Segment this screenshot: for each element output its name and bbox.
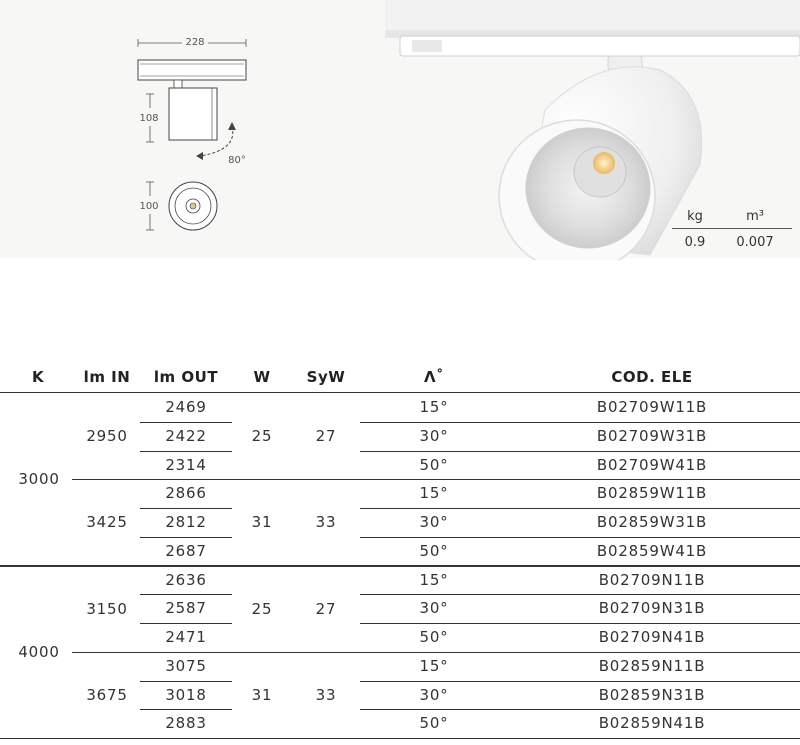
beam-angle-cell: 15°: [419, 484, 449, 503]
group-divider: [0, 738, 800, 740]
width-dimension-label: 228: [185, 37, 205, 48]
product-code-cell: B02709N31B: [598, 599, 706, 618]
lm-out-cell: 2636: [165, 570, 207, 589]
product-code-cell: B02709W41B: [596, 455, 708, 474]
header-w: W: [253, 368, 271, 386]
height-dimension-label: 108: [139, 113, 159, 124]
watt-cell: 31: [251, 685, 273, 704]
product-code-cell: B02859W31B: [596, 513, 708, 531]
product-code-cell: B02859N31B: [598, 685, 706, 704]
lm-in-cell: 3150: [86, 599, 128, 618]
volume-header: m³: [746, 208, 764, 224]
lm-out-cell: 2587: [165, 599, 207, 618]
width-dimension: [138, 37, 246, 48]
product-code-cell: B02709W11B: [596, 398, 708, 416]
beam-angle-cell: 30°: [419, 599, 449, 618]
lm-out-cell: 3075: [165, 656, 207, 675]
spec-value-row: [672, 228, 792, 255]
spec-header-row: [672, 204, 792, 228]
lm-out-cell: 2422: [165, 426, 207, 445]
volume-value: 0.007: [736, 234, 774, 250]
system-watt-cell: 27: [315, 427, 337, 445]
header-syw: SyW: [306, 368, 346, 386]
header-k: K: [31, 368, 45, 386]
system-watt-cell: 33: [315, 685, 337, 704]
beam-angle-cell: 30°: [419, 685, 449, 704]
spot-front-view: [169, 182, 217, 230]
lm-out-cell: 2883: [165, 714, 207, 733]
lm-out-cell: 2812: [165, 513, 207, 531]
lm-in-cell: 3425: [86, 513, 128, 532]
beam-angle-cell: 50°: [419, 455, 449, 474]
beam-angle-cell: 30°: [419, 513, 449, 531]
lm-out-cell: 2687: [165, 541, 207, 560]
product-code-cell: B02859N41B: [598, 714, 706, 733]
product-code-cell: B02709W31B: [596, 426, 708, 445]
weight-value: 0.9: [684, 234, 706, 250]
watt-cell: 25: [251, 427, 273, 445]
lm-out-cell: 3018: [165, 685, 207, 704]
system-watt-cell: 27: [315, 599, 337, 618]
beam-angle-cell: 15°: [419, 398, 449, 416]
watt-cell: 25: [251, 599, 273, 618]
header-lm-in: lm IN: [83, 368, 131, 386]
system-watt-cell: 33: [315, 513, 337, 532]
spot-side-view: [169, 88, 217, 140]
weight-volume-box: [672, 204, 792, 255]
color-temperature-cell: 3000: [18, 470, 60, 488]
product-code-cell: B02859W11B: [596, 484, 708, 503]
lm-out-cell: 2471: [165, 628, 207, 646]
diameter-dimension: [139, 182, 158, 230]
beam-angle-cell: 15°: [419, 570, 449, 589]
lm-out-cell: 2866: [165, 484, 207, 503]
lm-out-cell: 2314: [165, 455, 207, 474]
diameter-dimension-label: 100: [139, 201, 159, 212]
beam-angle-cell: 30°: [419, 426, 449, 445]
lm-out-cell: 2469: [165, 398, 207, 416]
table-header: [0, 364, 800, 393]
angle-dimension-label: 80°: [228, 155, 246, 166]
beam-angle-cell: 50°: [419, 541, 449, 560]
beam-angle-cell: 15°: [419, 656, 449, 675]
lm-in-cell: 3675: [86, 685, 128, 704]
weight-header: kg: [687, 208, 703, 224]
product-code-cell: B02859W41B: [596, 541, 708, 560]
watt-cell: 31: [251, 513, 273, 532]
header-code: COD. ELE: [611, 368, 693, 386]
header-beam-angle: Λ˚: [423, 368, 445, 386]
height-dimension: [139, 94, 158, 142]
beam-angle-cell: 50°: [419, 628, 449, 646]
track-rail: [138, 60, 246, 80]
product-code-cell: B02859N11B: [598, 656, 706, 675]
lm-in-cell: 2950: [86, 427, 128, 445]
product-code-cell: B02709N11B: [598, 570, 706, 589]
header-lm-out: lm OUT: [153, 368, 219, 386]
beam-angle-cell: 50°: [419, 714, 449, 733]
color-temperature-cell: 4000: [18, 642, 60, 661]
product-code-cell: B02709N41B: [598, 628, 706, 646]
